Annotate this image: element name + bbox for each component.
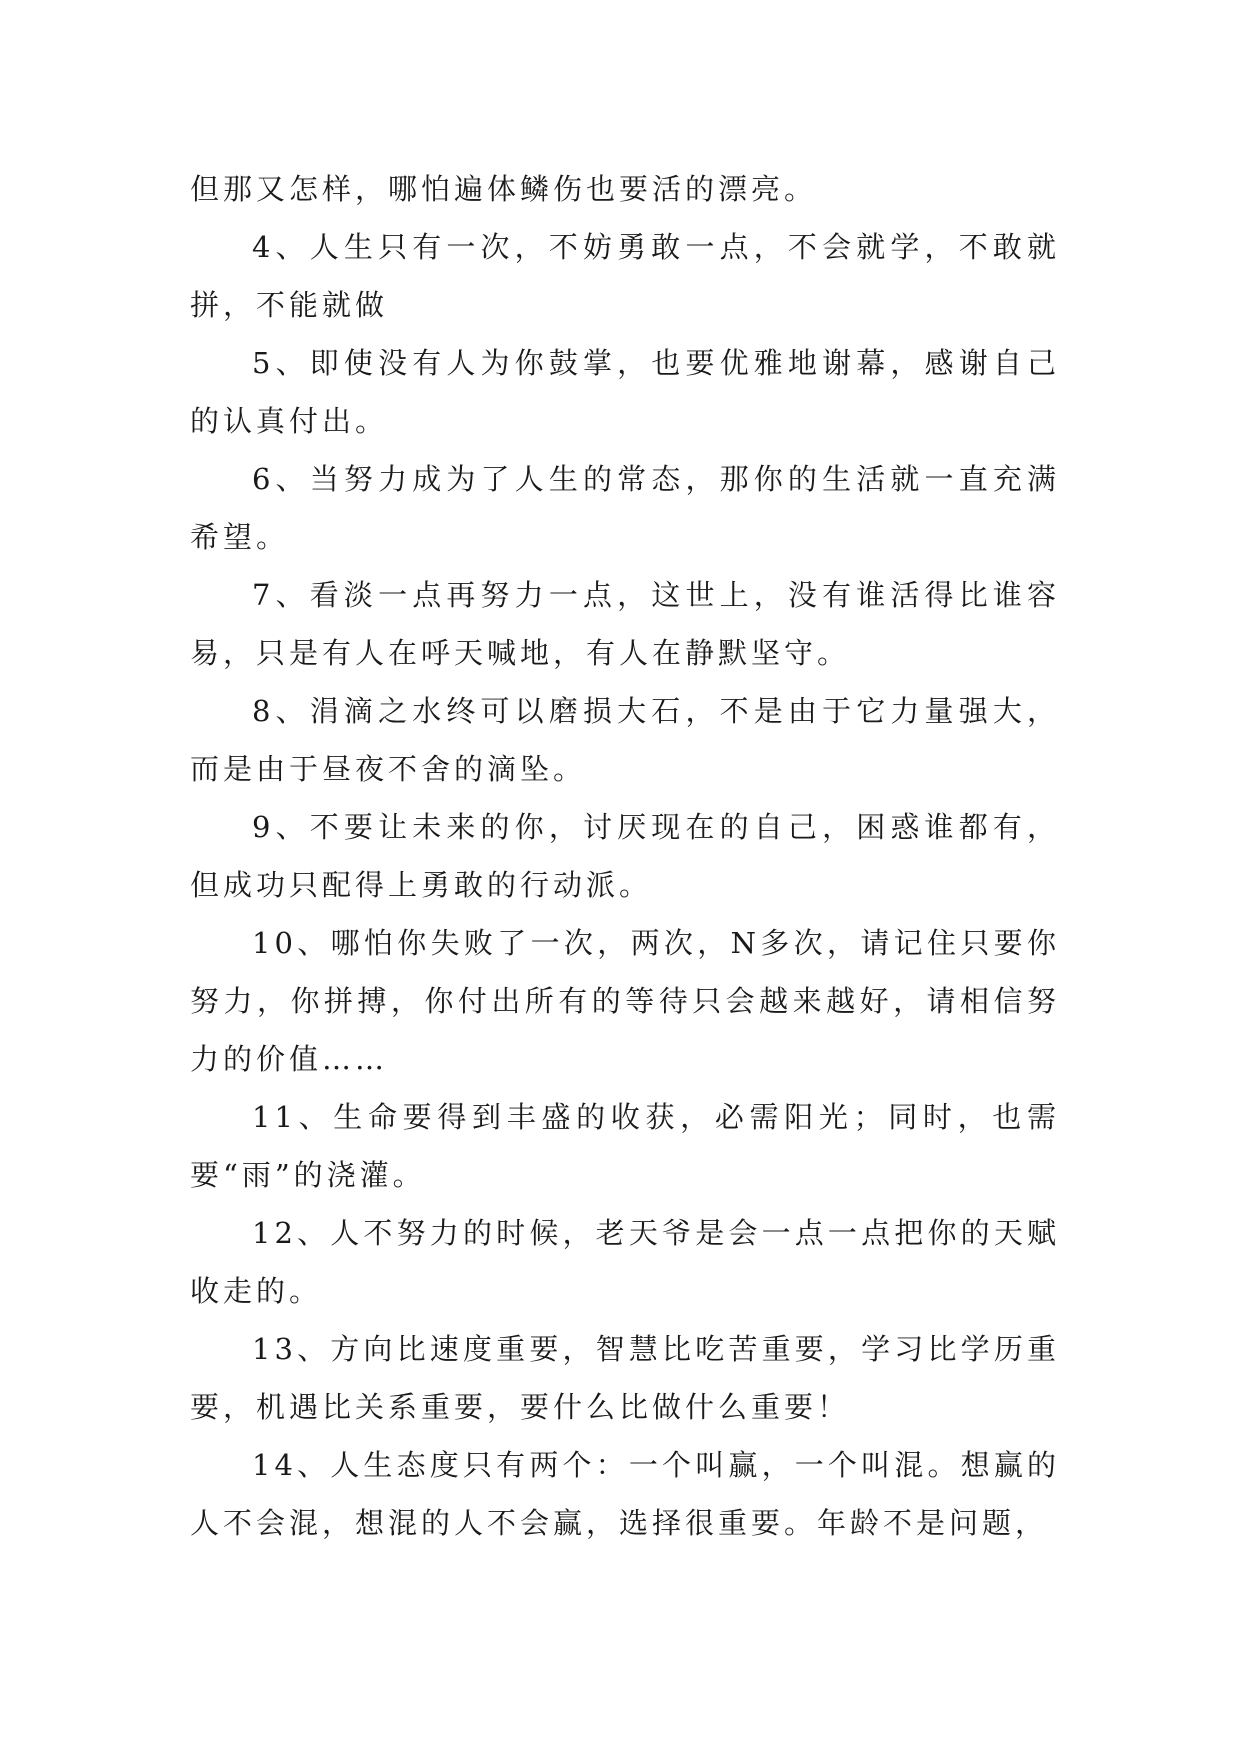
paragraph-quote-9: 9、不要让未来的你，讨厌现在的自己，困惑谁都有，但成功只配得上勇敢的行动派。 (190, 810, 1060, 902)
paragraph-quote-6: 6、当努力成为了人生的常态，那你的生活就一直充满希望。 (190, 462, 1060, 554)
paragraph-quote-7: 7、看淡一点再努力一点，这世上，没有谁活得比谁容易，只是有人在呼天喊地，有人在静默坚守。 (190, 578, 1060, 670)
paragraph-quote-11: 11、生命要得到丰盛的收获，必需阳光；同时，也需要“雨”的浇灌。 (190, 1100, 1060, 1192)
paragraph-quote-5: 5、即使没有人为你鼓掌，也要优雅地谢幕，感谢自己的认真付出。 (190, 346, 1060, 438)
paragraph-quote-10: 10、哪怕你失败了一次，两次，N多次，请记住只要你努力，你拼搏，你付出所有的等待只会越来越好，请相信努力的价值…… (190, 926, 1060, 1076)
paragraph-quote-12: 12、人不努力的时候，老天爷是会一点一点把你的天赋收走的。 (190, 1216, 1060, 1308)
paragraph-quote-13: 13、方向比速度重要，智慧比吃苦重要，学习比学历重要，机遇比关系重要，要什么比做什么重要！ (190, 1332, 1060, 1424)
paragraph-quote-4: 4、人生只有一次，不妨勇敢一点，不会就学，不敢就拼，不能就做 (190, 230, 1060, 322)
document-page (190, 160, 1060, 1552)
paragraph-quote-14: 14、人生态度只有两个：一个叫赢，一个叫混。想赢的人不会混，想混的人不会赢，选择很重要。年龄不是问题， (190, 1448, 1060, 1540)
paragraph-quote-8: 8、涓滴之水终可以磨损大石，不是由于它力量强大，而是由于昼夜不舍的滴坠。 (190, 694, 1060, 786)
paragraph-continuation: 但那又怎样，哪怕遍体鳞伤也要活的漂亮。 (190, 172, 818, 206)
